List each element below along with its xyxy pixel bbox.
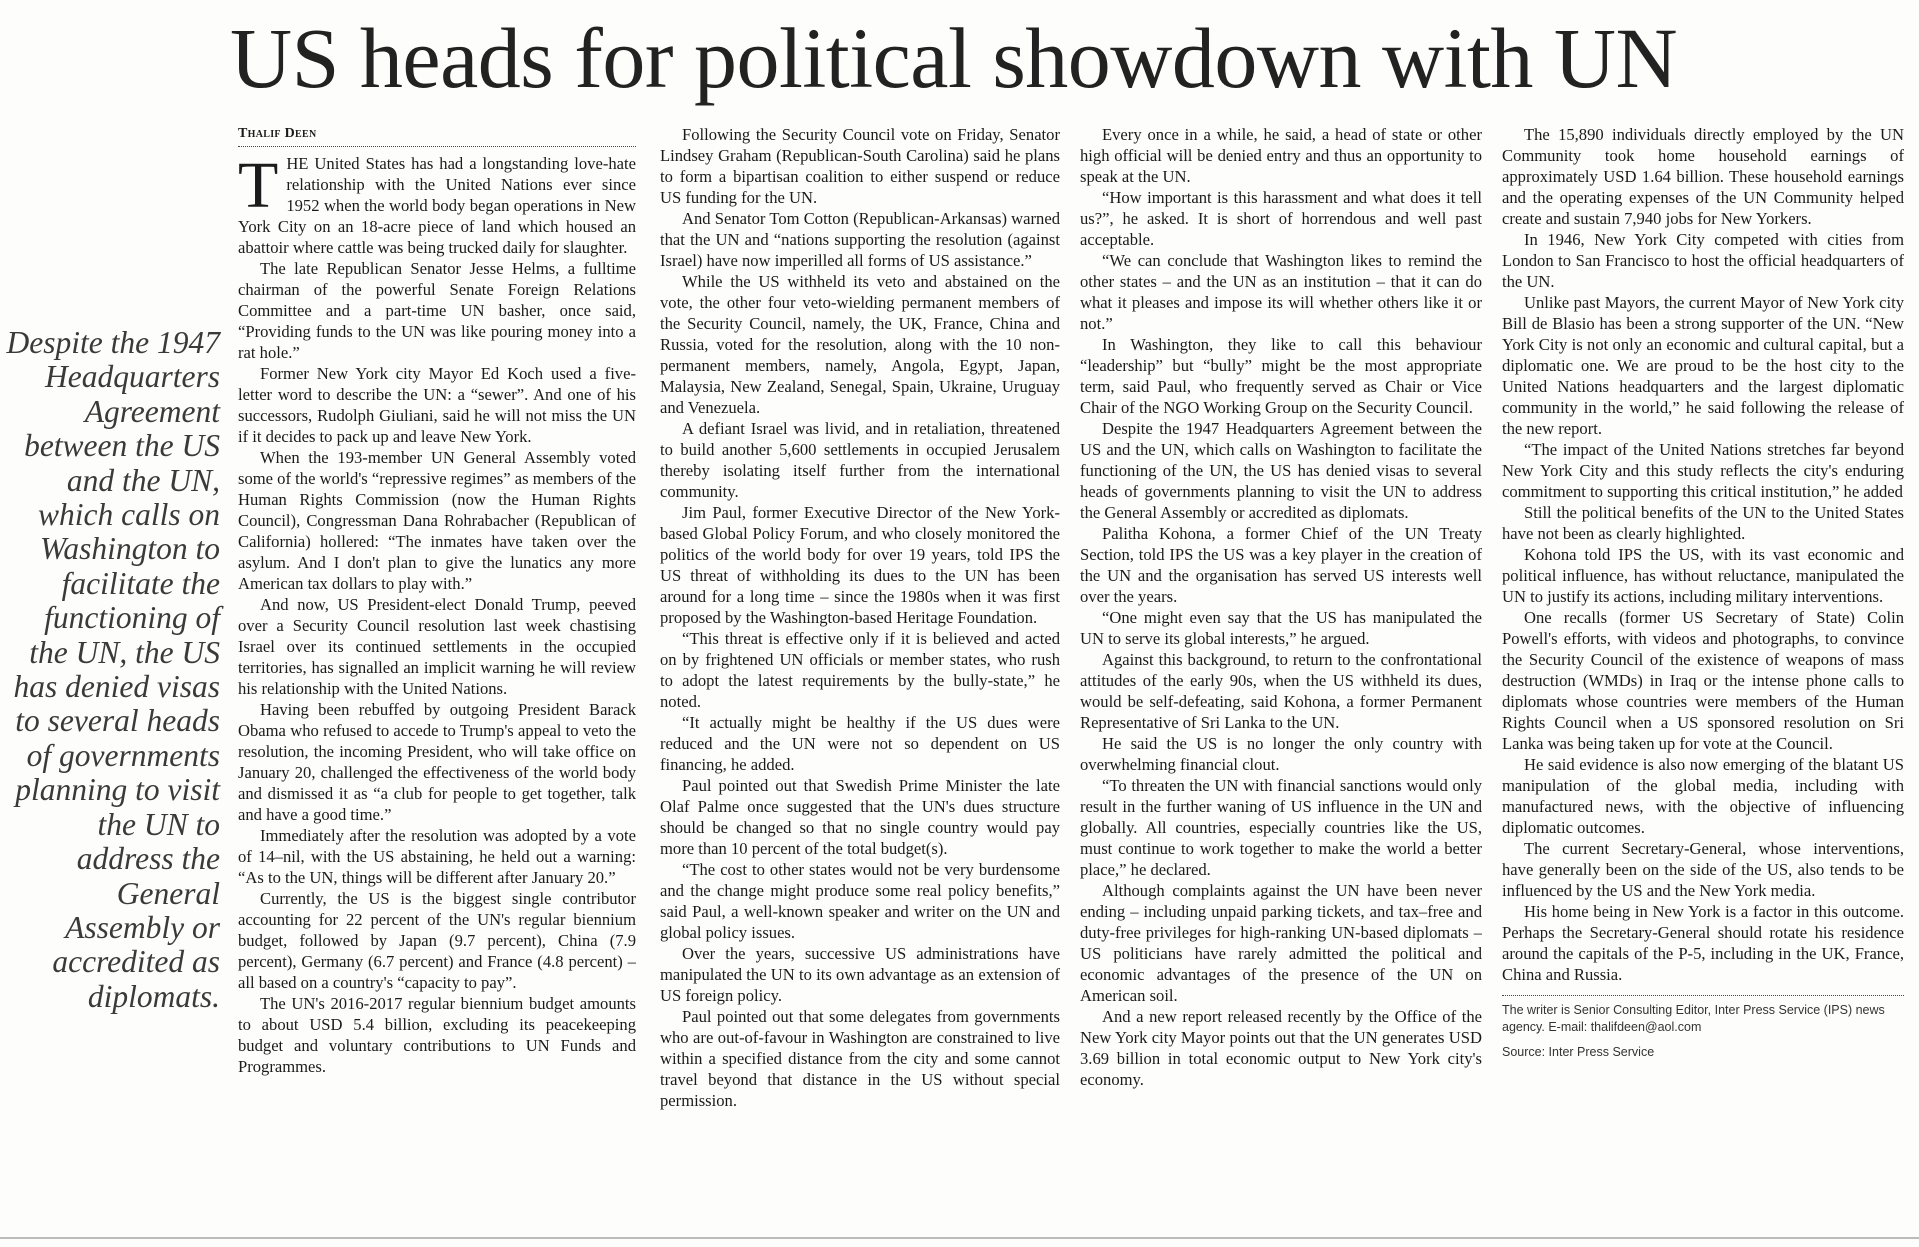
paragraph: Palitha Kohona, a former Chief of the UN Treaty Section, told IPS the US was a key player in the creation of the UN and the organisation has served US interests well over the years.	[1080, 524, 1482, 606]
paragraph: One recalls (former US Secretary of State) Colin Powell's efforts, with videos and photographs, to convince the Security Council of the existence of weapons of mass destruction (WMDs) in Iraq or the intense phone calls to diplomats whose countries were members of the Human Rights Council when a US sponsored resolution on Sri Lanka was being taken up for vote at the Council.	[1502, 608, 1904, 753]
paragraph: The UN's 2016-2017 regular biennium budget amounts to about USD 5.4 billion, excluding its peacekeeping budget and voluntary contributions to UN Funds and Programmes.	[238, 994, 636, 1076]
paragraph: The current Secretary-General, whose interventions, have generally been on the side of the US, also tends to be influenced by the US and the New York media.	[1502, 839, 1904, 900]
byline: Thalif Deen	[238, 124, 636, 147]
paragraph: Still the political benefits of the UN to the United States have not been as clearly highlighted.	[1502, 503, 1904, 543]
paragraph: “One might even say that the US has manipulated the UN to serve its global interests,” he argued.	[1080, 608, 1482, 648]
paragraph: Although complaints against the UN have been never ending – including unpaid parking tickets, and tax–free and duty-free privileges for high-ranking UN-based diplomats – US politicians have rarely admitted the political and economic advantages of the presence of the UN on American soil.	[1080, 881, 1482, 1005]
paragraph: “It actually might be healthy if the US dues were reduced and the UN were not so dependent on US financing, he added.	[660, 713, 1060, 774]
article-column-3	[1080, 124, 1482, 1224]
paragraph: And a new report released recently by the Office of the New York city Mayor points out that the UN generates USD 3.69 billion in total economic output to New York city's economy.	[1080, 1007, 1482, 1089]
article-column-1	[238, 124, 636, 1224]
paragraph: In 1946, New York City competed with cities from London to San Francisco to host the official headquarters of the UN.	[1502, 230, 1904, 291]
bottom-rule	[0, 1237, 1919, 1239]
paragraph: Paul pointed out that some delegates from governments who are out-of-favour in Washington are constrained to live within a specified distance from the city and some cannot travel beyond that distance in the US without special permission.	[660, 1007, 1060, 1110]
paragraph: Paul pointed out that Swedish Prime Minister the late Olaf Palme once suggested that the UN's dues structure should be changed so that no single country would pay more than 10 percent of the total budget(s).	[660, 776, 1060, 858]
paragraph: “The cost to other states would not be very burdensome and the change might produce some real policy benefits,” said Paul, a well-known speaker and writer on the UN and global policy issues.	[660, 860, 1060, 942]
paragraph: “How important is this harassment and what does it tell us?”, he asked. It is short of horrendous and well past acceptable.	[1080, 188, 1482, 249]
article-column-4	[1502, 124, 1904, 1224]
paragraph: Unlike past Mayors, the current Mayor of New York city Bill de Blasio has been a strong supporter of the UN. “New York City is not only an economic and cultural capital, but a diplomatic one. We are proud to be the host city to the United Nations headquarters and the largest diplomatic community in the world,” he said following the release of the new report.	[1502, 293, 1904, 438]
paragraph: His home being in New York is a factor in this outcome. Perhaps the Secretary-General should rotate his residence around the capitals of the P-5, including in the UK, France, China and Russia.	[1502, 902, 1904, 984]
lead-text: HE United States has had a longstanding love-hate relationship with the United Nations ever since 1952 when the world body began operations in New York City on an 18-acre piece of land which housed an abattoir where cattle was being trucked daily for slaughter.	[238, 154, 636, 257]
paragraph: While the US withheld its veto and abstained on the vote, the other four veto-wielding permanent members of the Security Council, namely, the UK, France, China and Russia, voted for the resolution, along with the 10 non-permanent members, namely, Angola, Egypt, Japan, Malaysia, New Zealand, Senegal, Spain, Ukraine, Uruguay and Venezuela.	[660, 272, 1060, 417]
paragraph: And Senator Tom Cotton (Republican-Arkansas) warned that the UN and “nations supporting the resolution (against Israel) have now imperilled all forms of US assistance.”	[660, 209, 1060, 270]
paragraph: In Washington, they like to call this behaviour “leadership” but “bully” might be the most appropriate term, said Paul, who frequently served as Chair or Vice Chair of the NGO Working Group on the Security Council.	[1080, 335, 1482, 417]
paragraph: Currently, the US is the biggest single contributor accounting for 22 percent of the UN's regular biennium budget, followed by Japan (9.7 percent), China (7.9 percent), Germany (6.7 percent) and France (4.8 percent) – all based on a country's “capacity to pay”.	[238, 889, 636, 992]
paragraph: The late Republican Senator Jesse Helms, a fulltime chairman of the powerful Senate Foreign Relations Committee and a part-time UN basher, once said, “Providing funds to the UN was like pouring money into a rat hole.”	[238, 259, 636, 362]
paragraph: A defiant Israel was livid, and in retaliation, threatened to build another 5,600 settlements in occupied Jerusalem thereby isolating itself further from the international community.	[660, 419, 1060, 501]
paragraph: He said evidence is also now emerging of the blatant US manipulation of the global media, including with manufactured news, with the objective of influencing diplomatic outcomes.	[1502, 755, 1904, 837]
drop-cap: T	[238, 149, 279, 222]
paragraph: “To threaten the UN with financial sanctions would only result in the further waning of US influence in the UN and globally. All countries, especially countries like the US, must continue to work together to make the world a better place,” he declared.	[1080, 776, 1482, 879]
paragraph: And now, US President-elect Donald Trump, peeved over a Security Council resolution last week chastising Israel over its continued settlements in the occupied territories, has signalled an implicit warning he will review his relationship with the United Nations.	[238, 595, 636, 698]
paragraph: The 15,890 individuals directly employed by the UN Community took home household earnings of approximately USD 1.64 billion. These household earnings and the operating expenses of the UN Community helped create and sustain 7,940 jobs for New Yorkers.	[1502, 125, 1904, 228]
paragraph: “The impact of the United Nations stretches far beyond New York City and this study reflects the city's enduring commitment to supporting this critical institution,” he added	[1502, 440, 1904, 501]
paragraph: He said the US is no longer the only country with overwhelming financial clout.	[1080, 734, 1482, 774]
paragraph: Following the Security Council vote on Friday, Senator Lindsey Graham (Republican-South Carolina) said he plans to form a bipartisan coalition to either suspend or reduce US funding for the UN.	[660, 125, 1060, 207]
paragraph: Jim Paul, former Executive Director of the New York-based Global Policy Forum, and who closely monitored the politics of the world body for over 19 years, told IPS the US threat of withholding its dues to the UN has been around for a long time – since the 1980s when it was first proposed by the Washington-based Heritage Foundation.	[660, 503, 1060, 627]
paragraph: When the 193-member UN General Assembly voted some of the world's “repressive regimes” as members of the Human Rights Commission (now the Human Rights Council), Congressman Dana Rohrabacher (Republican of California) hollered: “The inmates have taken over the asylum. And I don't plan to give the lunatics any more American tax dollars to play with.”	[238, 448, 636, 593]
paragraph: Over the years, successive US administrations have manipulated the UN to its own advantage as an extension of US foreign policy.	[660, 944, 1060, 1005]
paragraph: “We can conclude that Washington likes to remind the other states – and the UN as an institution – that it can do what it pleases and impose its will whether others like it or not.”	[1080, 251, 1482, 333]
paragraph: Against this background, to return to the confrontational attitudes of the early 90s, when the US withheld its dues, would be self-defeating, said Kohona, a former Permanent Representative of Sri Lanka to the UN.	[1080, 650, 1482, 732]
paragraph: Every once in a while, he said, a head of state or other high official will be denied entry and thus an opportunity to speak at the UN.	[1080, 125, 1482, 186]
paragraph: Kohona told IPS the US, with its vast economic and political influence, has without reluctance, manipulated the UN to justify its actions, including military interventions.	[1502, 545, 1904, 606]
pull-quote: Despite the 1947 Headquarters Agreement between the US and the UN, which calls on Washington to facilitate the functioning of the UN, the US has denied visas to several heads of governments planning to visit the UN to address the General Assembly or accredited as diplomats.	[6, 325, 220, 1014]
author-footnote: The writer is Senior Consulting Editor, Inter Press Service (IPS) news agency. E-mail: thalifdeen@aol.com	[1502, 1003, 1885, 1034]
paragraph: Having been rebuffed by outgoing President Barack Obama who refused to accede to Trump's appeal to veto the resolution, the incoming President, who will take office on January 20, challenged the effectiveness of the world body and dismissed it as “a club for people to get together, talk and have a good time.”	[238, 700, 636, 824]
paragraph: Former New York city Mayor Ed Koch used a five-letter word to describe the UN: a “sewer”. And one of his successors, Rudolph Giuliani, said he will not miss the UN if it decides to pack up and leave New York.	[238, 364, 636, 446]
paragraph: Despite the 1947 Headquarters Agreement between the US and the UN, which calls on Washington to facilitate the functioning of the UN, the US has denied visas to several heads of governments planning to visit the UN to address the General Assembly or accredited as diplomats.	[1080, 419, 1482, 522]
lead-paragraph	[238, 149, 636, 258]
paragraph: “This threat is effective only if it is believed and acted on by frightened UN officials or member states, who rush to adopt the latest requirements by the bully-state,” he noted.	[660, 629, 1060, 711]
footnote-divider	[1502, 995, 1904, 996]
headline: US heads for political showdown with UN	[230, 10, 1678, 106]
article-column-2	[660, 124, 1060, 1224]
paragraph: Immediately after the resolution was adopted by a vote of 14–nil, with the US abstaining, he held out a warning: “As to the UN, things will be different after January 20.”	[238, 826, 636, 887]
source-line: Source: Inter Press Service	[1502, 1045, 1655, 1059]
